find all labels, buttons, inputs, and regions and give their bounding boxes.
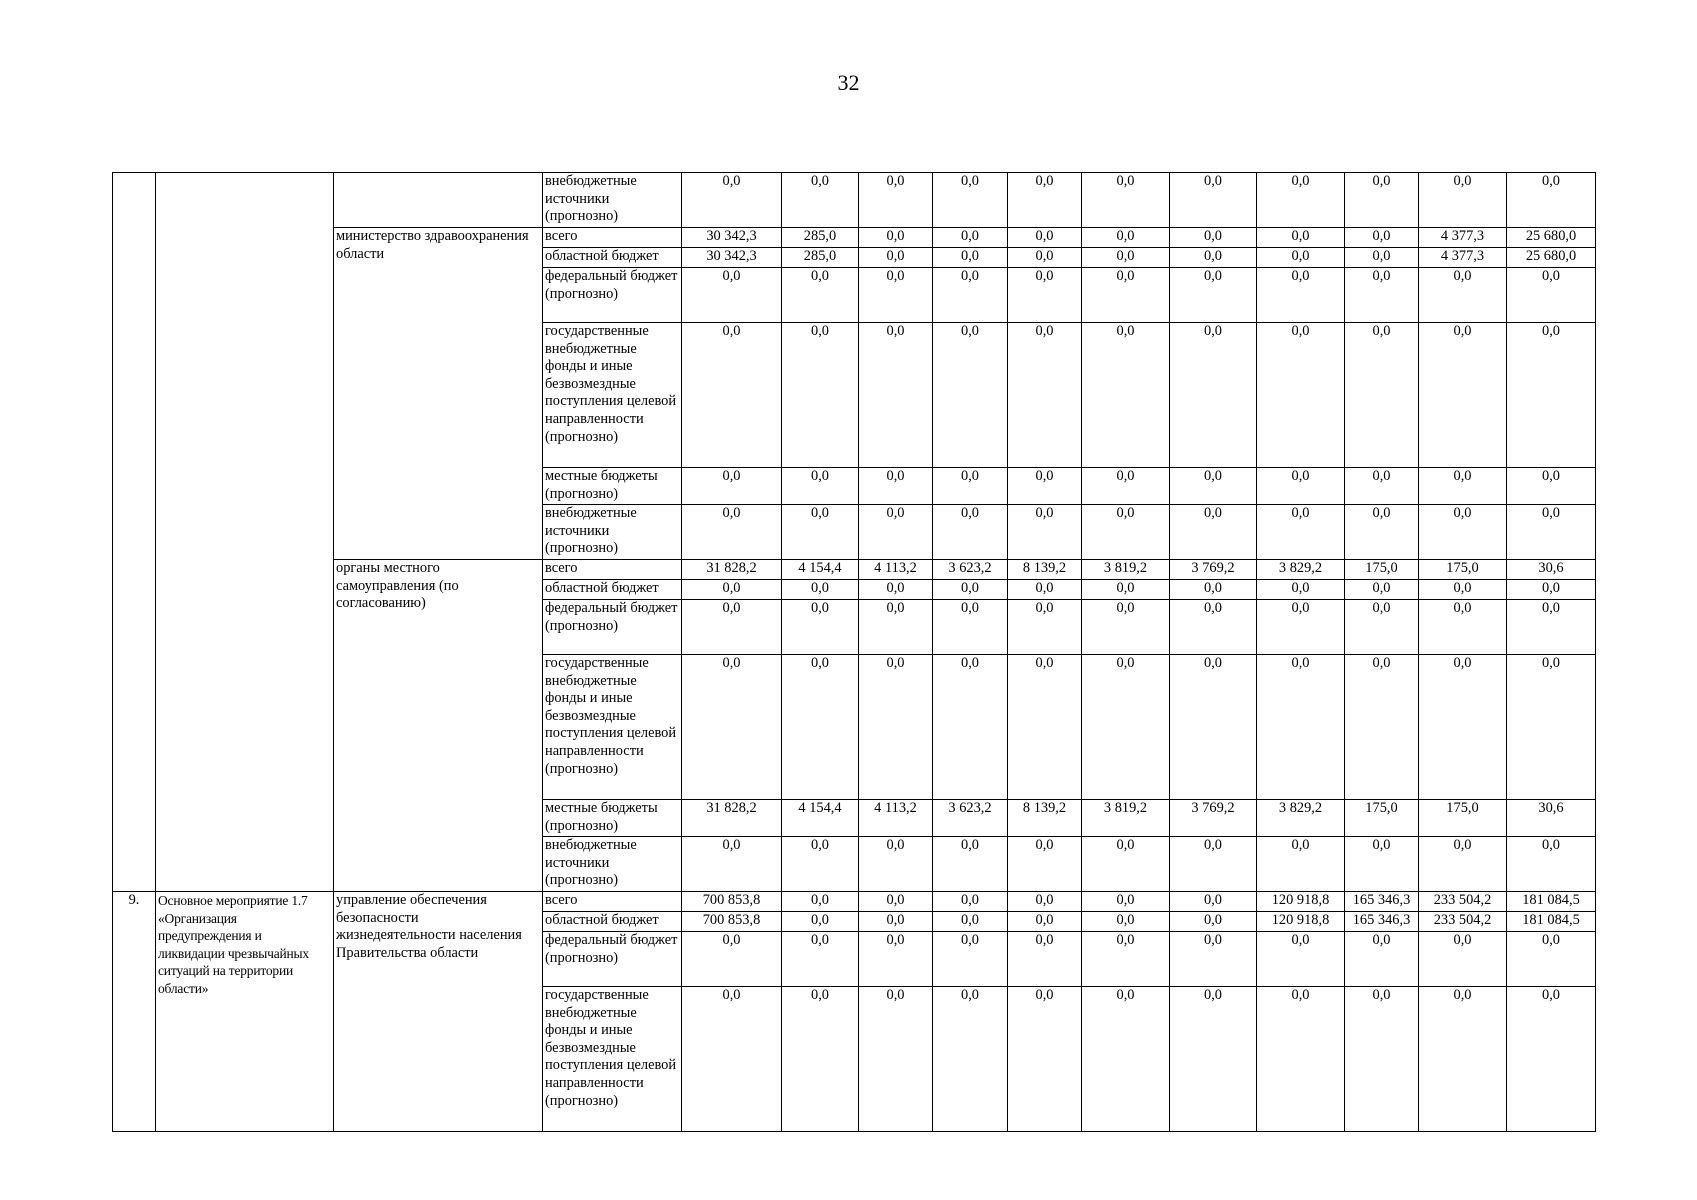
budget-table	[112, 172, 1596, 1132]
value-cell: 0,0	[933, 932, 1008, 987]
value-cell: 0,0	[1345, 600, 1419, 655]
value-cell: 0,0	[933, 248, 1008, 268]
value-cell: 0,0	[1257, 600, 1345, 655]
value-cell: 0,0	[859, 912, 933, 932]
value-cell: 0,0	[859, 655, 933, 800]
value-cell: 0,0	[682, 600, 782, 655]
value-cell: 0,0	[1170, 268, 1257, 323]
value-cell: 0,0	[859, 837, 933, 892]
value-cell: 0,0	[1507, 655, 1596, 800]
value-cell: 0,0	[1419, 932, 1507, 987]
value-cell: 3 623,2	[933, 800, 1008, 837]
value-cell: 0,0	[1345, 268, 1419, 323]
value-cell: 0,0	[859, 600, 933, 655]
value-cell: 165 346,3	[1345, 892, 1419, 912]
value-cell: 700 853,8	[682, 912, 782, 932]
value-cell: 3 769,2	[1170, 800, 1257, 837]
value-cell: 120 918,8	[1257, 892, 1345, 912]
value-cell: 0,0	[933, 600, 1008, 655]
value-cell: 0,0	[682, 655, 782, 800]
value-cell: 0,0	[782, 912, 859, 932]
value-cell: 233 504,2	[1419, 892, 1507, 912]
funding-source-cell: государственные внебюджетные фонды и иные безвозмездные поступления целевой направленности (прогнозно)	[543, 655, 682, 800]
table-row	[113, 228, 1596, 248]
value-cell: 0,0	[1345, 505, 1419, 560]
value-cell: 0,0	[1257, 987, 1345, 1132]
value-cell: 0,0	[1170, 173, 1257, 228]
value-cell: 0,0	[1082, 268, 1170, 323]
value-cell: 0,0	[859, 987, 933, 1132]
value-cell: 0,0	[1082, 932, 1170, 987]
value-cell: 0,0	[859, 580, 933, 600]
value-cell: 0,0	[1082, 468, 1170, 505]
value-cell: 0,0	[1257, 932, 1345, 987]
value-cell: 3 623,2	[933, 560, 1008, 580]
value-cell: 0,0	[1507, 323, 1596, 468]
value-cell: 0,0	[782, 468, 859, 505]
value-cell: 0,0	[933, 268, 1008, 323]
value-cell: 0,0	[782, 655, 859, 800]
value-cell: 0,0	[682, 987, 782, 1132]
value-cell: 0,0	[1008, 248, 1082, 268]
value-cell: 0,0	[1082, 837, 1170, 892]
activity-cell: Основное мероприятие 1.7 «Организация предупреждения и ликвидации чрезвычайных ситуаций на территории области»	[156, 892, 334, 1132]
table-row	[113, 560, 1596, 580]
value-cell: 0,0	[1008, 505, 1082, 560]
value-cell: 175,0	[1345, 560, 1419, 580]
row-index-cell	[113, 173, 156, 892]
value-cell: 0,0	[1170, 932, 1257, 987]
table-row	[113, 892, 1596, 912]
responsible-cell: министерство здравоохранения области	[334, 228, 543, 560]
value-cell: 0,0	[1257, 468, 1345, 505]
value-cell: 181 084,5	[1507, 892, 1596, 912]
table-row	[113, 173, 1596, 228]
value-cell: 0,0	[1419, 268, 1507, 323]
row-index-cell: 9.	[113, 892, 156, 1132]
value-cell: 0,0	[1419, 987, 1507, 1132]
value-cell: 0,0	[782, 173, 859, 228]
value-cell: 8 139,2	[1008, 560, 1082, 580]
value-cell: 0,0	[933, 173, 1008, 228]
value-cell: 0,0	[1082, 228, 1170, 248]
value-cell: 30 342,3	[682, 228, 782, 248]
value-cell: 0,0	[1345, 248, 1419, 268]
value-cell: 0,0	[1419, 323, 1507, 468]
value-cell: 0,0	[1082, 912, 1170, 932]
value-cell: 0,0	[1008, 837, 1082, 892]
responsible-cell: органы местного самоуправления (по согласованию)	[334, 560, 543, 892]
value-cell: 4 154,4	[782, 560, 859, 580]
value-cell: 0,0	[782, 323, 859, 468]
value-cell: 0,0	[682, 268, 782, 323]
value-cell: 0,0	[859, 228, 933, 248]
responsible-cell: управление обеспечения безопасности жизнедеятельности населения Правительства области	[334, 892, 543, 1132]
value-cell: 700 853,8	[682, 892, 782, 912]
funding-source-cell: местные бюджеты (прогнозно)	[543, 800, 682, 837]
value-cell: 0,0	[682, 173, 782, 228]
value-cell: 0,0	[1008, 912, 1082, 932]
funding-source-cell: всего	[543, 228, 682, 248]
value-cell: 0,0	[682, 505, 782, 560]
value-cell: 31 828,2	[682, 560, 782, 580]
value-cell: 175,0	[1419, 800, 1507, 837]
value-cell: 0,0	[782, 987, 859, 1132]
value-cell: 0,0	[1082, 655, 1170, 800]
value-cell: 0,0	[782, 580, 859, 600]
value-cell: 0,0	[1008, 932, 1082, 987]
funding-source-cell: всего	[543, 560, 682, 580]
value-cell: 0,0	[1082, 323, 1170, 468]
value-cell: 0,0	[1082, 987, 1170, 1132]
value-cell: 0,0	[1008, 987, 1082, 1132]
value-cell: 0,0	[1170, 600, 1257, 655]
value-cell: 175,0	[1345, 800, 1419, 837]
value-cell: 0,0	[1170, 505, 1257, 560]
funding-source-cell: федеральный бюджет (прогнозно)	[543, 932, 682, 987]
value-cell: 0,0	[1345, 932, 1419, 987]
value-cell: 0,0	[859, 468, 933, 505]
funding-source-cell: областной бюджет	[543, 248, 682, 268]
value-cell: 0,0	[782, 932, 859, 987]
value-cell: 0,0	[1419, 505, 1507, 560]
value-cell: 0,0	[1507, 505, 1596, 560]
value-cell: 0,0	[1345, 468, 1419, 505]
value-cell: 0,0	[1507, 837, 1596, 892]
value-cell: 0,0	[1082, 580, 1170, 600]
value-cell: 0,0	[1082, 892, 1170, 912]
value-cell: 165 346,3	[1345, 912, 1419, 932]
value-cell: 0,0	[1170, 987, 1257, 1132]
value-cell: 0,0	[1419, 655, 1507, 800]
value-cell: 0,0	[1170, 837, 1257, 892]
funding-source-cell: областной бюджет	[543, 912, 682, 932]
value-cell: 0,0	[1345, 580, 1419, 600]
value-cell: 0,0	[933, 323, 1008, 468]
activity-cell	[156, 173, 334, 892]
funding-source-cell: федеральный бюджет (прогнозно)	[543, 600, 682, 655]
value-cell: 0,0	[1257, 505, 1345, 560]
funding-source-cell: государственные внебюджетные фонды и иные безвозмездные поступления целевой направленности (прогнозно)	[543, 323, 682, 468]
value-cell: 0,0	[933, 655, 1008, 800]
value-cell: 0,0	[1008, 655, 1082, 800]
value-cell: 285,0	[782, 248, 859, 268]
value-cell: 0,0	[933, 987, 1008, 1132]
value-cell: 0,0	[1082, 248, 1170, 268]
value-cell: 0,0	[1008, 268, 1082, 323]
value-cell: 0,0	[1170, 892, 1257, 912]
value-cell: 0,0	[1507, 580, 1596, 600]
value-cell: 0,0	[859, 248, 933, 268]
value-cell: 233 504,2	[1419, 912, 1507, 932]
value-cell: 0,0	[1257, 248, 1345, 268]
value-cell: 0,0	[1507, 600, 1596, 655]
value-cell: 31 828,2	[682, 800, 782, 837]
value-cell: 0,0	[1419, 837, 1507, 892]
value-cell: 0,0	[782, 892, 859, 912]
value-cell: 30 342,3	[682, 248, 782, 268]
value-cell: 181 084,5	[1507, 912, 1596, 932]
value-cell: 0,0	[682, 323, 782, 468]
value-cell: 0,0	[1082, 173, 1170, 228]
value-cell: 0,0	[1345, 987, 1419, 1132]
value-cell: 0,0	[933, 468, 1008, 505]
value-cell: 0,0	[1507, 173, 1596, 228]
page-number: 32	[837, 70, 860, 95]
value-cell: 0,0	[1419, 468, 1507, 505]
value-cell: 0,0	[1008, 228, 1082, 248]
value-cell: 120 918,8	[1257, 912, 1345, 932]
value-cell: 0,0	[933, 505, 1008, 560]
value-cell: 0,0	[1008, 173, 1082, 228]
value-cell: 0,0	[1345, 323, 1419, 468]
funding-source-cell: внебюджетные источники (прогнозно)	[543, 505, 682, 560]
value-cell: 0,0	[933, 580, 1008, 600]
value-cell: 0,0	[1507, 468, 1596, 505]
value-cell: 3 819,2	[1082, 560, 1170, 580]
value-cell: 0,0	[1170, 912, 1257, 932]
value-cell: 0,0	[682, 837, 782, 892]
value-cell: 0,0	[1257, 323, 1345, 468]
value-cell: 0,0	[859, 268, 933, 323]
value-cell: 0,0	[1507, 987, 1596, 1132]
value-cell: 0,0	[1257, 837, 1345, 892]
value-cell: 0,0	[782, 600, 859, 655]
value-cell: 0,0	[1419, 580, 1507, 600]
value-cell: 0,0	[1345, 655, 1419, 800]
value-cell: 0,0	[859, 173, 933, 228]
value-cell: 0,0	[933, 837, 1008, 892]
value-cell: 0,0	[933, 892, 1008, 912]
value-cell: 0,0	[859, 932, 933, 987]
value-cell: 30,6	[1507, 560, 1596, 580]
value-cell: 4 377,3	[1419, 228, 1507, 248]
value-cell: 0,0	[1257, 580, 1345, 600]
value-cell: 0,0	[859, 505, 933, 560]
value-cell: 0,0	[1170, 468, 1257, 505]
value-cell: 0,0	[782, 268, 859, 323]
value-cell: 4 377,3	[1419, 248, 1507, 268]
value-cell: 0,0	[682, 932, 782, 987]
funding-source-cell: местные бюджеты (прогнозно)	[543, 468, 682, 505]
funding-source-cell: внебюджетные источники (прогнозно)	[543, 173, 682, 228]
value-cell: 0,0	[1170, 323, 1257, 468]
funding-source-cell: внебюджетные источники (прогнозно)	[543, 837, 682, 892]
value-cell: 0,0	[1082, 600, 1170, 655]
value-cell: 175,0	[1419, 560, 1507, 580]
value-cell: 0,0	[1008, 323, 1082, 468]
value-cell: 0,0	[1257, 268, 1345, 323]
value-cell: 0,0	[1170, 655, 1257, 800]
value-cell: 0,0	[933, 228, 1008, 248]
funding-source-cell: государственные внебюджетные фонды и иные безвозмездные поступления целевой направленности (прогнозно)	[543, 987, 682, 1132]
value-cell: 0,0	[1170, 228, 1257, 248]
value-cell: 0,0	[1257, 228, 1345, 248]
value-cell: 25 680,0	[1507, 248, 1596, 268]
value-cell: 3 829,2	[1257, 800, 1345, 837]
value-cell: 0,0	[782, 837, 859, 892]
value-cell: 0,0	[1507, 268, 1596, 323]
funding-source-cell: областной бюджет	[543, 580, 682, 600]
funding-source-cell: всего	[543, 892, 682, 912]
value-cell: 0,0	[1345, 228, 1419, 248]
value-cell: 0,0	[1008, 600, 1082, 655]
value-cell: 0,0	[1507, 932, 1596, 987]
value-cell: 0,0	[1345, 837, 1419, 892]
value-cell: 0,0	[933, 912, 1008, 932]
value-cell: 4 113,2	[859, 800, 933, 837]
value-cell: 0,0	[1257, 655, 1345, 800]
value-cell: 30,6	[1507, 800, 1596, 837]
value-cell: 285,0	[782, 228, 859, 248]
value-cell: 8 139,2	[1008, 800, 1082, 837]
value-cell: 3 829,2	[1257, 560, 1345, 580]
value-cell: 0,0	[782, 505, 859, 560]
responsible-cell	[334, 173, 543, 228]
value-cell: 0,0	[1008, 580, 1082, 600]
value-cell: 0,0	[1008, 468, 1082, 505]
value-cell: 0,0	[859, 892, 933, 912]
value-cell: 0,0	[1419, 173, 1507, 228]
value-cell: 0,0	[682, 580, 782, 600]
value-cell: 0,0	[1257, 173, 1345, 228]
value-cell: 25 680,0	[1507, 228, 1596, 248]
value-cell: 0,0	[1170, 248, 1257, 268]
funding-source-cell: федеральный бюджет (прогнозно)	[543, 268, 682, 323]
value-cell: 0,0	[1345, 173, 1419, 228]
value-cell: 0,0	[682, 468, 782, 505]
value-cell: 0,0	[859, 323, 933, 468]
value-cell: 4 154,4	[782, 800, 859, 837]
value-cell: 0,0	[1170, 580, 1257, 600]
value-cell: 0,0	[1008, 892, 1082, 912]
value-cell: 4 113,2	[859, 560, 933, 580]
value-cell: 3 769,2	[1170, 560, 1257, 580]
value-cell: 0,0	[1082, 505, 1170, 560]
value-cell: 0,0	[1419, 600, 1507, 655]
value-cell: 3 819,2	[1082, 800, 1170, 837]
